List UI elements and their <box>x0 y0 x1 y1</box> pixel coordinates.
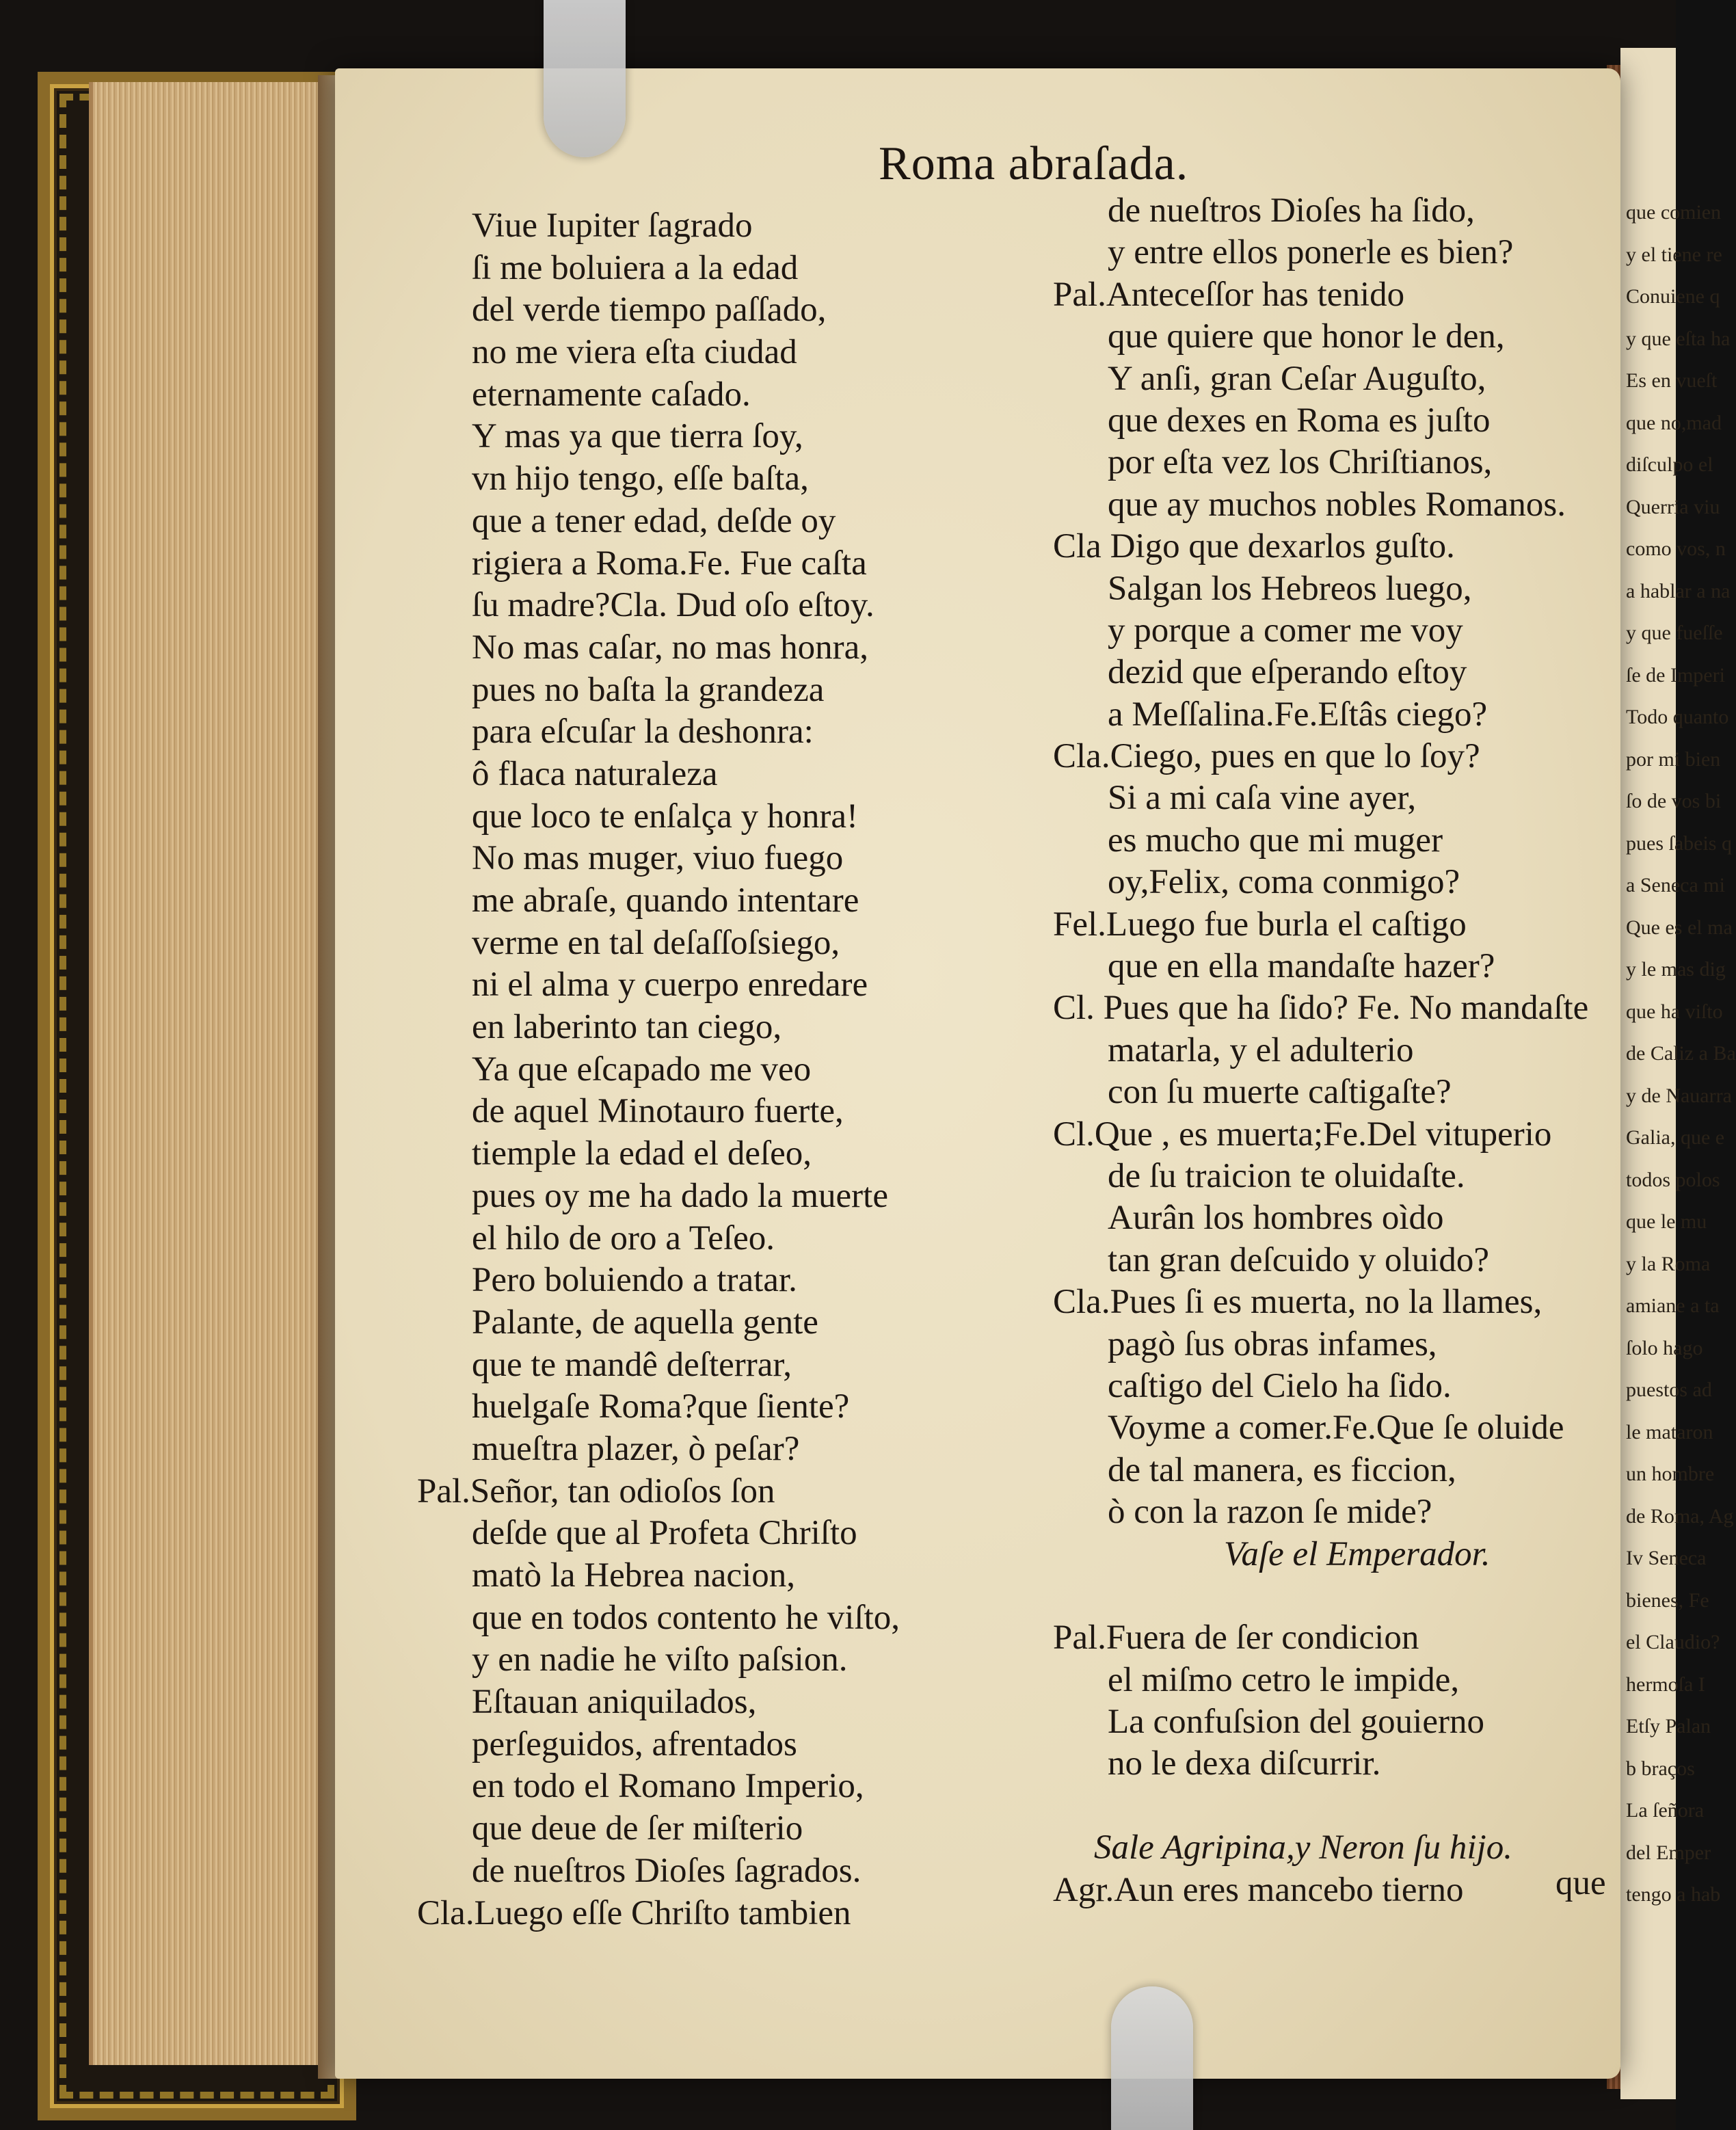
catchword: que <box>1555 1864 1606 1902</box>
verse-line: Palante, de aquella gente <box>472 1303 818 1342</box>
speaker-line: Cla.Ciego, pues en que lo ſoy? <box>1053 737 1480 776</box>
verse-line: vn hijo tengo, eſſe baſta, <box>472 460 809 498</box>
next-page-line: pues ſabeis q <box>1626 831 1732 855</box>
next-page-line: que no,mad <box>1626 411 1722 434</box>
verse-line: para eſcuſar la deshonra: <box>472 713 814 751</box>
next-page-line: Galia, que e <box>1626 1126 1725 1149</box>
verse-line: ò con la razon ſe mide? <box>1108 1493 1432 1532</box>
verse-line: caſtigo del Cielo ha ſido. <box>1108 1366 1452 1405</box>
next-page-line: y la Roma <box>1626 1252 1711 1275</box>
verse-line: Si a mi caſa vine ayer, <box>1108 779 1417 818</box>
next-page-line: y el tiene re <box>1626 243 1722 266</box>
next-page-line: ſo de vos bi <box>1626 790 1722 812</box>
next-page-line: que le mu <box>1626 1210 1707 1233</box>
verse-line: no me viera eſta ciudad <box>472 333 797 372</box>
verse-line: huelgaſe Roma?que ſiente? <box>472 1387 850 1426</box>
next-page-line: y que eſta ha <box>1626 327 1731 350</box>
verse-line: deſde que al Profeta Chriſto <box>472 1514 857 1553</box>
speaker-line: Cl.Que , es muerta;Fe.Del vituperio <box>1053 1115 1552 1154</box>
verse-line: mueſtra plazer, ò peſar? <box>472 1429 800 1468</box>
verse-line: no le dexa diſcurrir. <box>1108 1744 1381 1783</box>
verse-line: con ſu muerte caſtigaſte? <box>1108 1073 1452 1112</box>
next-page-line: todos polos <box>1626 1168 1720 1191</box>
verse-line: que te mandê deſterrar, <box>472 1345 792 1384</box>
next-page-line: diſculpo el <box>1626 453 1713 476</box>
next-page-text <box>1620 48 1736 1916</box>
next-page-line: tengo a hab <box>1626 1883 1721 1906</box>
next-page-line: y que fueſſe <box>1626 622 1723 644</box>
verse-line: Y anſi, gran Ceſar Auguſto, <box>1108 359 1486 398</box>
next-page-line: La ſeñora <box>1626 1799 1705 1822</box>
next-page-line: Etſy Palan <box>1626 1715 1711 1738</box>
next-page-line: bienes, Fe <box>1626 1588 1709 1612</box>
book-clip-top <box>544 0 626 157</box>
next-page-line: de Roma, Ag <box>1626 1504 1734 1528</box>
next-page-line: a Seneca mi <box>1626 874 1725 896</box>
next-page-line: de Caliz a Ba <box>1626 1042 1736 1065</box>
stage-direction: Sale Agripina,y Neron ſu hijo. <box>1094 1828 1512 1867</box>
verse-line: Ya que eſcapado me veo <box>472 1050 812 1089</box>
verse-line: que deue de ſer miſterio <box>472 1809 803 1848</box>
verse-line: rigiera a Roma.Fe. Fue caſta <box>472 544 867 583</box>
verse-line: perſeguidos, afrentados <box>472 1725 797 1763</box>
next-page-line: el Claudio? <box>1626 1631 1720 1653</box>
next-page-line: un hombre <box>1626 1463 1715 1485</box>
verse-line: que quiere que honor le den, <box>1108 317 1505 356</box>
speaker-line: Pal.Señor, tan odioſos ſon <box>417 1472 775 1510</box>
verse-line: Aurân los hombres oìdo <box>1108 1199 1444 1238</box>
speaker-line: Pal.Anteceſſor has tenido <box>1053 275 1405 314</box>
verse-line: Y mas ya que tierra ſoy, <box>472 417 803 456</box>
next-page-line: Todo quanto <box>1626 706 1729 728</box>
next-page-line: b braços <box>1626 1757 1695 1780</box>
verse-line: dezid que eſperando eſtoy <box>1108 653 1467 692</box>
verse-line: eternamente caſado. <box>472 375 751 414</box>
verse-line: tiemple la edad el deſeo, <box>472 1134 812 1173</box>
verse-line: ni el alma y cuerpo enredare <box>472 966 868 1004</box>
left-text-column <box>417 205 900 1934</box>
verse-line: No mas caſar, no mas honra, <box>472 628 869 667</box>
next-page-line: Iv Seneca <box>1626 1547 1707 1569</box>
book-clip-bottom <box>1111 1986 1193 2130</box>
verse-line: Eſtauan aniquilados, <box>472 1683 757 1722</box>
verse-line: matò la Hebrea nacion, <box>472 1556 795 1595</box>
next-page-line: Querria viu <box>1626 495 1720 518</box>
speaker-line: Cl. Pues que ha ſido? Fe. No mandaſte <box>1053 989 1589 1028</box>
verse-line: es mucho que mi muger <box>1108 821 1443 860</box>
verse-line: ſu madre?Cla. Dud oſo eſtoy. <box>472 586 874 625</box>
verse-line: No mas muger, viuo fuego <box>472 839 844 878</box>
verse-line: y porque a comer me voy <box>1108 611 1463 650</box>
speaker-line: Cla Digo que dexarlos guſto. <box>1053 527 1455 566</box>
running-head: Roma abraſada. <box>879 137 1189 190</box>
next-page-line: le mataron <box>1626 1420 1713 1443</box>
verse-line: y en nadie he viſto paſsion. <box>472 1640 848 1679</box>
verse-line: que en todos contento he viſto, <box>472 1598 900 1637</box>
verse-line: pagò ſus obras infames, <box>1108 1324 1437 1363</box>
verse-line: oy,Felix, coma conmigo? <box>1108 863 1460 902</box>
verse-line: Viue Iupiter ſagrado <box>472 207 753 245</box>
next-page-line: puestos ad <box>1626 1379 1712 1401</box>
verse-line: pues no baſta la grandeza <box>472 670 825 709</box>
next-page-line: ſe de Imperi <box>1626 663 1725 687</box>
verse-line: de ſu traicion te oluidaſte. <box>1108 1156 1465 1195</box>
next-page-fragment <box>1620 48 1736 2099</box>
verse-line: de aquel Minotauro fuerte, <box>472 1092 844 1131</box>
verse-line: de nueſtros Dioſes ſagrados. <box>472 1851 862 1890</box>
next-page-line: hermoſa I <box>1626 1673 1705 1696</box>
verse-line: y entre ellos ponerle es bien? <box>1108 233 1514 272</box>
verse-line: en todo el Romano Imperio, <box>472 1767 864 1806</box>
next-page-line: y de Nauarra <box>1626 1084 1732 1107</box>
next-page-line: del Emper <box>1626 1841 1711 1864</box>
verse-line: el hilo de oro a Teſeo. <box>472 1219 775 1257</box>
next-page-line: amiane a ta <box>1626 1294 1720 1317</box>
verse-line: me abraſe, quando intentare <box>472 881 859 920</box>
line-gap <box>1053 1785 1588 1827</box>
verse-line: que ay muchos nobles Romanos. <box>1108 485 1566 524</box>
speaker-line: Pal.Fuera de ſer condicion <box>1053 1619 1419 1658</box>
speaker-line: Fel.Luego fue burla el caſtigo <box>1053 905 1467 944</box>
verse-line: que loco te enſalça y honra! <box>472 797 858 836</box>
line-gap <box>1053 1575 1588 1617</box>
next-page-line: por mi bien <box>1626 747 1721 771</box>
speaker-line: Cla.Pues ſi es muerta, no la llames, <box>1053 1283 1543 1322</box>
verse-line: pues oy me ha dado la muerte <box>472 1176 888 1215</box>
verse-line: que dexes en Roma es juſto <box>1108 401 1491 440</box>
next-page-line: Que es el ma <box>1626 916 1733 939</box>
verse-line: verme en tal deſaſſoſsiego, <box>472 923 840 962</box>
verse-line: Salgan los Hebreos luego, <box>1108 569 1472 608</box>
next-page-line: ſolo hago <box>1626 1336 1703 1359</box>
verse-line: matarla, y el adulterio <box>1108 1030 1414 1069</box>
verse-line: a Meſſalina.Fe.Eſtâs ciego? <box>1108 695 1488 734</box>
next-page-line: como vos, n <box>1626 537 1726 560</box>
page-edges <box>89 82 339 2065</box>
next-page-line: y le mas dig <box>1626 958 1726 981</box>
verse-line: de tal manera, es ficcion, <box>1108 1450 1456 1489</box>
stage-direction: Vaſe el Emperador. <box>1224 1534 1491 1573</box>
next-page-line: que ha viſto <box>1626 1000 1723 1023</box>
verse-line: por eſta vez los Chriſtianos, <box>1108 443 1493 482</box>
verse-line: Pero boluiendo a tratar. <box>472 1261 797 1300</box>
verse-line: del verde tiempo paſſado, <box>472 291 827 330</box>
speaker-line: Agr.Aun eres mancebo tierno <box>1053 1870 1464 1909</box>
verse-line: ô flaca naturaleza <box>472 754 718 793</box>
next-page-line: Es en vueſt <box>1626 369 1718 392</box>
verse-line: en laberinto tan ciego, <box>472 1008 782 1047</box>
next-page-line: que comien <box>1626 201 1722 224</box>
verse-line: tan gran deſcuido y oluido? <box>1108 1240 1490 1279</box>
next-page-line: a hablar a na <box>1626 579 1731 602</box>
verse-line: Voyme a comer.Fe.Que ſe oluide <box>1108 1409 1564 1448</box>
right-text-column <box>1053 190 1588 1911</box>
speaker-line: Cla.Luego eſſe Chriſto tambien <box>417 1893 851 1932</box>
next-page-line: Conuiene q <box>1626 285 1720 308</box>
verse-line: de nueſtros Dioſes ha ſido, <box>1108 191 1475 230</box>
verse-line: La confuſsion del gouierno <box>1108 1703 1484 1742</box>
verse-line: que en ella mandaſte hazer? <box>1108 947 1495 986</box>
verse-line: que a tener edad, deſde oy <box>472 501 836 540</box>
verse-line: ſi me boluiera a la edad <box>472 248 799 287</box>
verse-line: el miſmo cetro le impide, <box>1108 1660 1460 1699</box>
